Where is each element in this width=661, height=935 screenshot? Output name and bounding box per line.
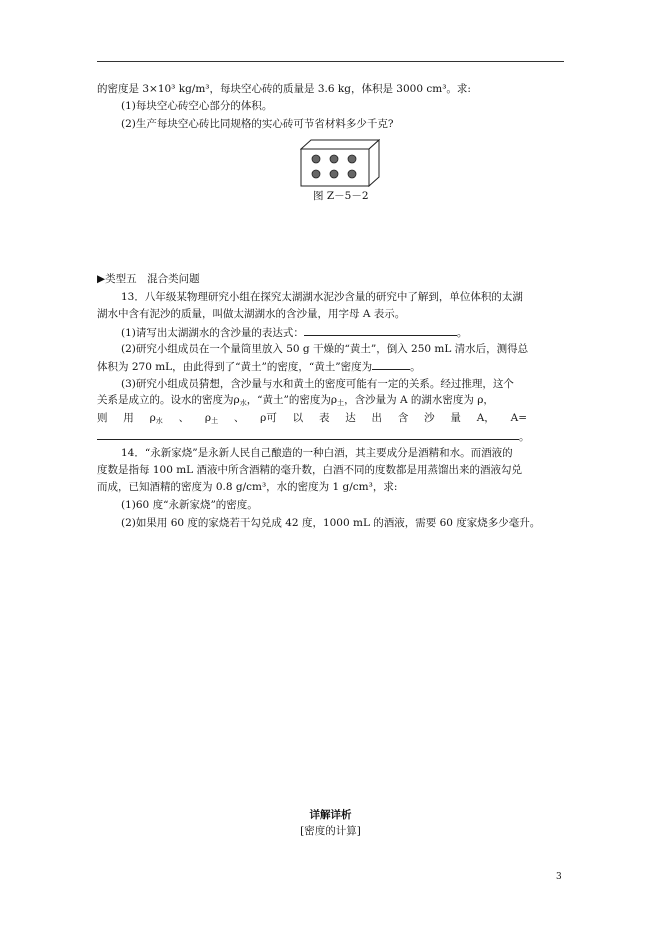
answer-blank bbox=[97, 428, 519, 440]
problem13-question3-line3: 则 用 $\rho_水$ 、 $\rho_土$ 、 ρ可 以 表 达 出 含 沙 量 A， A= bbox=[97, 412, 527, 425]
problem13-question3-line1: (3)研究小组成员猜想，含沙量与水和黄土的密度可能有一定的关系。经过推理，这个 bbox=[121, 378, 514, 390]
problem14-question2: (2)如果用 60 度的家烧若干勾兑成 42 度，1000 mL 的酒液，需要 60 度家烧多少毫升。 bbox=[121, 517, 541, 529]
problem13-question3-line2: 关系是成立的。设水的密度为$\rho_水$，“黄土”的密度为$\rho_土$，含沙量为 A 的湖水密度为 ρ， bbox=[97, 394, 494, 407]
answer-blank bbox=[304, 324, 457, 336]
section-heading bbox=[97, 272, 200, 286]
problem14-line2: 度数是指每 100 mL 酒液中所含酒精的毫升数，白酒不同的度数都是用蒸馏出来的酒液勾兑 bbox=[97, 464, 522, 476]
problem13-question1: (1)请写出太湖湖水的含沙量的表达式： 。 bbox=[121, 324, 467, 340]
page-number: 3 bbox=[556, 872, 562, 882]
answer-section-subtitle: [密度的计算] bbox=[300, 825, 361, 837]
triangle-icon: ▶ bbox=[97, 273, 106, 285]
prev-question-1: (1)每块空心砖空心部分的体积。 bbox=[121, 100, 273, 112]
problem13-question2-line1: (2)研究小组成员在一个量筒里放入 50 g 干燥的“黄土”，倒入 250 mL 清水后，测得总 bbox=[121, 343, 529, 355]
problem13-question2-line2: 体积为 270 mL，由此得到了“黄土”的密度，“黄土”密度为 。 bbox=[97, 358, 421, 374]
problem14-question1: (1)60 度“永新家烧”的密度。 bbox=[121, 499, 258, 511]
problem13-line2: 湖水中含有泥沙的质量，叫做太湖湖水的含沙量，用字母 A 表示。 bbox=[97, 308, 406, 320]
figure-caption: 图 Z－5－2 bbox=[313, 190, 369, 202]
answer-section-title: 详解详析 bbox=[309, 809, 352, 821]
problem14-line1: 14．“永新家烧”是永新人民自己酿造的一种白酒，其主要成分是酒精和水。而酒液的 bbox=[121, 447, 513, 459]
answer-blank bbox=[372, 358, 410, 370]
header-rule bbox=[97, 61, 564, 62]
problem14-line3: 而成，已知酒精的密度为 0.8 g/cm³，水的密度为 1 g/cm³，求: bbox=[97, 481, 398, 493]
prev-problem-stem: 的密度是 3×10³ kg/m³，每块空心砖的质量是 3.6 kg，体积是 3000 cm³。求: bbox=[97, 83, 471, 95]
problem13-line1: 13．八年级某物理研究小组在探究太湖湖水泥沙含量的研究中了解到，单位体积的太湖 bbox=[121, 291, 523, 303]
prev-question-2: (2)生产每块空心砖比同规格的实心砖可节省材料多少千克? bbox=[121, 118, 394, 130]
section-title: 类型五 混合类问题 bbox=[105, 273, 200, 285]
hollow-brick-figure bbox=[300, 139, 380, 187]
problem13-question3-line4: 。 bbox=[97, 428, 530, 444]
